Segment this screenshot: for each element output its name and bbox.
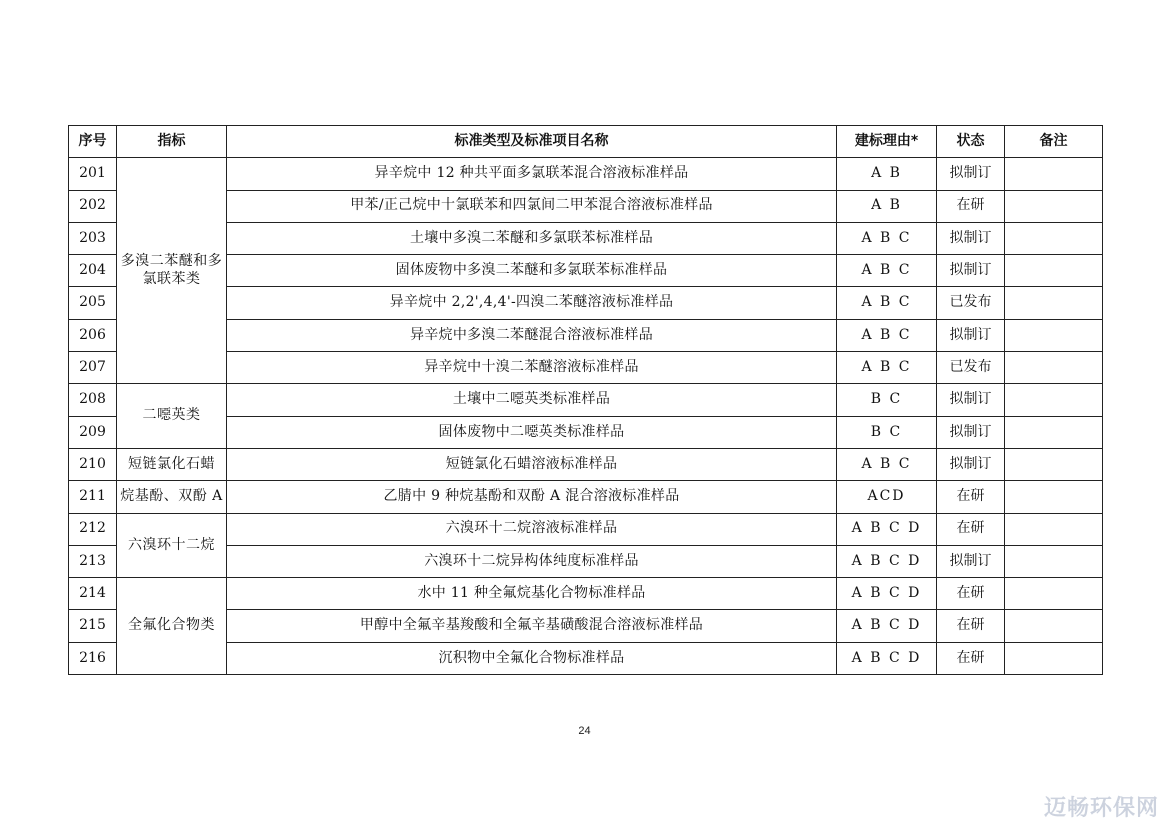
table-row <box>69 158 1103 190</box>
table-row <box>69 448 1103 480</box>
row-indicator: 二噁英类 <box>117 384 227 449</box>
row-remark <box>1005 578 1103 610</box>
row-no: 215 <box>69 610 117 642</box>
row-name: 沉积物中全氟化合物标准样品 <box>227 642 837 674</box>
row-no: 208 <box>69 384 117 416</box>
row-reason: A B C D <box>837 513 937 545</box>
row-indicator: 烷基酚、双酚 A <box>117 481 227 513</box>
table-row <box>69 513 1103 545</box>
row-remark <box>1005 352 1103 384</box>
row-remark <box>1005 481 1103 513</box>
row-no: 206 <box>69 319 117 351</box>
row-name: 短链氯化石蜡溶液标准样品 <box>227 448 837 480</box>
table-row <box>69 578 1103 610</box>
row-remark <box>1005 610 1103 642</box>
header-name: 标准类型及标准项目名称 <box>227 126 837 158</box>
watermark-logo: 迈畅环保网 <box>1043 796 1159 821</box>
row-reason: A B <box>837 158 937 190</box>
row-no: 213 <box>69 545 117 577</box>
row-reason: A B C <box>837 287 937 319</box>
header-indicator: 指标 <box>117 126 227 158</box>
row-status: 拟制订 <box>937 416 1005 448</box>
row-name: 异辛烷中 2,2',4,4'-四溴二苯醚溶液标准样品 <box>227 287 837 319</box>
row-remark <box>1005 384 1103 416</box>
table-body <box>69 158 1103 675</box>
table-row <box>69 481 1103 513</box>
header-no: 序号 <box>69 126 117 158</box>
row-status: 在研 <box>937 610 1005 642</box>
row-indicator: 全氟化合物类 <box>117 578 227 675</box>
row-status: 在研 <box>937 578 1005 610</box>
row-name: 土壤中多溴二苯醚和多氯联苯标准样品 <box>227 222 837 254</box>
row-reason: A B C <box>837 222 937 254</box>
row-no: 202 <box>69 190 117 222</box>
row-reason: B C <box>837 384 937 416</box>
row-status: 拟制订 <box>937 255 1005 287</box>
row-no: 211 <box>69 481 117 513</box>
row-no: 205 <box>69 287 117 319</box>
row-status: 拟制订 <box>937 222 1005 254</box>
row-name: 固体废物中多溴二苯醚和多氯联苯标准样品 <box>227 255 837 287</box>
row-name: 水中 11 种全氟烷基化合物标准样品 <box>227 578 837 610</box>
table-header-row <box>69 126 1103 158</box>
row-reason: A B <box>837 190 937 222</box>
row-status: 在研 <box>937 513 1005 545</box>
row-status: 拟制订 <box>937 319 1005 351</box>
row-no: 214 <box>69 578 117 610</box>
row-status: 拟制订 <box>937 448 1005 480</box>
row-no: 207 <box>69 352 117 384</box>
row-status: 在研 <box>937 190 1005 222</box>
row-reason: A B C <box>837 352 937 384</box>
row-name: 甲苯/正己烷中十氯联苯和四氯间二甲苯混合溶液标准样品 <box>227 190 837 222</box>
row-remark <box>1005 287 1103 319</box>
row-no: 212 <box>69 513 117 545</box>
row-status: 在研 <box>937 642 1005 674</box>
row-no: 204 <box>69 255 117 287</box>
row-remark <box>1005 416 1103 448</box>
row-remark <box>1005 642 1103 674</box>
row-name: 异辛烷中多溴二苯醚混合溶液标准样品 <box>227 319 837 351</box>
row-remark <box>1005 222 1103 254</box>
row-name: 异辛烷中十溴二苯醚溶液标准样品 <box>227 352 837 384</box>
row-name: 六溴环十二烷异构体纯度标准样品 <box>227 545 837 577</box>
row-reason: A B C D <box>837 545 937 577</box>
row-reason: A B C <box>837 255 937 287</box>
row-name: 异辛烷中 12 种共平面多氯联苯混合溶液标准样品 <box>227 158 837 190</box>
row-status: 在研 <box>937 481 1005 513</box>
row-reason: A B C <box>837 319 937 351</box>
row-name: 六溴环十二烷溶液标准样品 <box>227 513 837 545</box>
row-remark <box>1005 190 1103 222</box>
row-name: 甲醇中全氟辛基羧酸和全氟辛基磺酸混合溶液标准样品 <box>227 610 837 642</box>
row-name: 乙腈中 9 种烷基酚和双酚 A 混合溶液标准样品 <box>227 481 837 513</box>
row-remark <box>1005 448 1103 480</box>
row-status: 已发布 <box>937 287 1005 319</box>
row-no: 203 <box>69 222 117 254</box>
row-reason: A B C D <box>837 642 937 674</box>
row-no: 201 <box>69 158 117 190</box>
row-reason: ACD <box>837 481 937 513</box>
row-status: 拟制订 <box>937 158 1005 190</box>
row-name: 土壤中二噁英类标准样品 <box>227 384 837 416</box>
header-reason: 建标理由* <box>837 126 937 158</box>
row-remark <box>1005 255 1103 287</box>
row-reason: A B C D <box>837 578 937 610</box>
row-indicator: 六溴环十二烷 <box>117 513 227 578</box>
row-remark <box>1005 158 1103 190</box>
row-reason: B C <box>837 416 937 448</box>
row-remark <box>1005 513 1103 545</box>
row-reason: A B C <box>837 448 937 480</box>
row-indicator: 短链氯化石蜡 <box>117 448 227 480</box>
row-remark <box>1005 545 1103 577</box>
row-no: 216 <box>69 642 117 674</box>
table-row <box>69 384 1103 416</box>
page-number: 24 <box>578 725 591 737</box>
row-no: 209 <box>69 416 117 448</box>
standards-table <box>68 125 1103 675</box>
row-status: 拟制订 <box>937 384 1005 416</box>
row-reason: A B C D <box>837 610 937 642</box>
row-remark <box>1005 319 1103 351</box>
row-no: 210 <box>69 448 117 480</box>
row-status: 拟制订 <box>937 545 1005 577</box>
row-status: 已发布 <box>937 352 1005 384</box>
header-status: 状态 <box>937 126 1005 158</box>
row-indicator: 多溴二苯醚和多氯联苯类 <box>117 158 227 384</box>
row-name: 固体废物中二噁英类标准样品 <box>227 416 837 448</box>
header-remark: 备注 <box>1005 126 1103 158</box>
